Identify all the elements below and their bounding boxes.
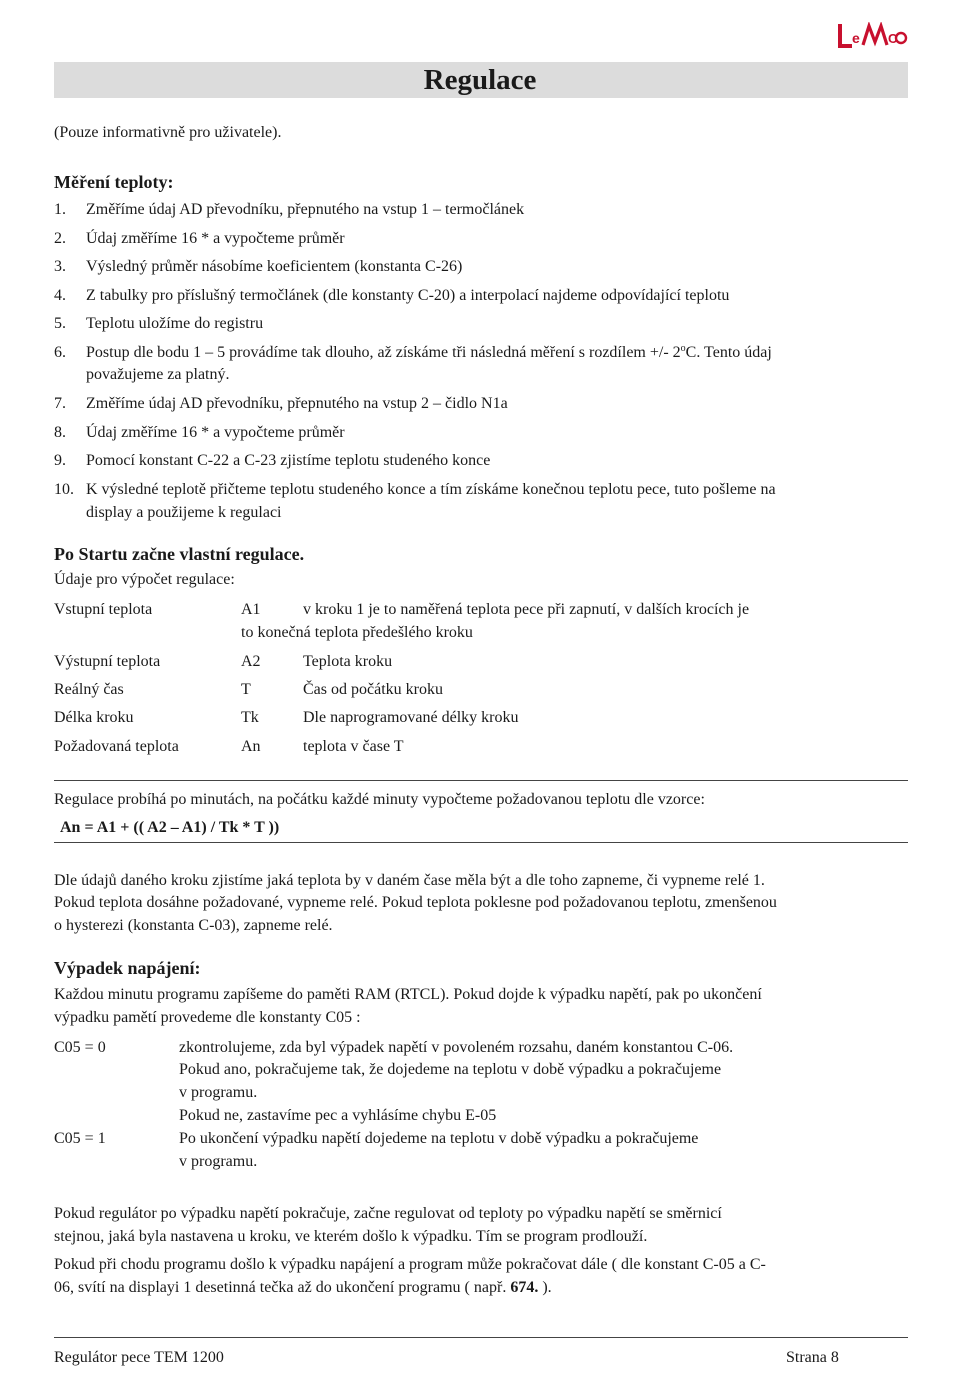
param-desc: teplota v čase T	[303, 738, 404, 755]
step-5: 5. Teplotu uložíme do registru	[54, 315, 264, 332]
power-para1-line: stejnou, jaká byla nastavena u kroku, ve kterém došlo k výpadku. Tím se program prodlouží.	[54, 1228, 648, 1245]
svg-text:C: C	[888, 31, 898, 46]
c05-1-line: Po ukončení výpadku napětí dojedeme na teplotu v době výpadku a pokračujeme	[179, 1130, 699, 1147]
formula: An = A1 + (( A2 – A1) / Tk * T ))	[60, 819, 280, 836]
param-desc: v kroku 1 je to naměřená teplota pece při zapnutí, v dalších krocích je	[303, 601, 750, 618]
param-name: Požadovaná teplota	[54, 738, 179, 755]
power-para2-line: 06, svítí na displayi 1 desetinná tečka až do ukončení programu ( např. 674. ).	[54, 1279, 552, 1296]
power-para1-line: Pokud regulátor po výpadku napětí pokračuje, začne regulovat od teploty po výpadku napětí se směrnicí	[54, 1205, 722, 1222]
step-7: 7. Změříme údaj AD převodníku, přepnutého na vstup 2 – čidlo N1a	[54, 395, 508, 412]
param-desc: Teplota kroku	[303, 653, 393, 670]
footer-divider	[54, 1337, 908, 1338]
c05-1-label: C05 = 1	[54, 1130, 106, 1147]
power-intro-line: výpadku pamětí provedeme dle konstanty C05 :	[54, 1009, 361, 1026]
param-desc: Čas od počátku kroku	[303, 681, 443, 698]
param-symbol: T	[241, 681, 251, 698]
c05-0-label: C05 = 0	[54, 1039, 106, 1056]
param-desc-cont: to konečná teplota předešlého kroku	[241, 624, 473, 641]
param-name: Výstupní teplota	[54, 653, 161, 670]
param-symbol: Tk	[241, 709, 259, 726]
svg-text:e: e	[852, 30, 860, 46]
param-name: Délka kroku	[54, 709, 134, 726]
step-10-cont: display a použijeme k regulaci	[86, 504, 282, 521]
step-9: 9. Pomocí konstant C-22 a C-23 zjistíme teplotu studeného konce	[54, 452, 491, 469]
c05-0-line: v programu.	[179, 1084, 258, 1101]
step-2: 2. Údaj změříme 16 * a vypočteme průměr	[54, 230, 345, 247]
step-1: 1. Změříme údaj AD převodníku, přepnutého na vstup 1 – termočlánek	[54, 201, 525, 218]
param-symbol: A1	[241, 601, 261, 618]
param-name: Vstupní teplota	[54, 601, 153, 618]
regulation-para-line: o hysterezi (konstanta C-03), zapneme relé.	[54, 917, 333, 934]
step-3: 3. Výsledný průměr násobíme koeficientem (konstanta C-26)	[54, 258, 463, 275]
c05-0-line: Pokud ano, pokračujeme tak, že dojedeme na teplotu v době výpadku a pokračujeme	[179, 1061, 722, 1078]
c05-1-line: v programu.	[179, 1153, 258, 1170]
page-title: Regulace	[423, 64, 537, 96]
formula-underline	[54, 842, 908, 843]
step-6-cont: považujeme za platný.	[86, 366, 230, 383]
step-10: 10. K výsledné teplotě přičteme teplotu studeného konce a tím získáme konečnou teplotu pece, tuto pošleme na	[54, 481, 776, 498]
c05-0-line: zkontrolujeme, zda byl výpadek napětí v povoleném rozsahu, daném konstantou C-06.	[179, 1039, 734, 1056]
regulation-subheading: Údaje pro výpočet regulace:	[54, 571, 235, 588]
regulation-heading: Po Startu začne vlastní regulace.	[54, 544, 305, 564]
page-number: Strana 8	[786, 1349, 839, 1366]
formula-intro: Regulace probíhá po minutách, na počátku každé minuty vypočteme požadovanou teplotu dle vzorce:	[54, 791, 705, 808]
param-symbol: A2	[241, 653, 261, 670]
footer-title: Regulátor pece TEM 1200	[54, 1349, 224, 1366]
power-intro-line: Každou minutu programu zapíšeme do paměti RAM (RTCL). Pokud dojde k výpadku napětí, pak po ukončení	[54, 986, 762, 1003]
regulation-para-line: Pokud teplota dosáhne požadované, vypneme relé. Pokud teplota poklesne pod požadovanou teplotu, zmenšenou	[54, 894, 777, 911]
power-para2-line: Pokud při chodu programu došlo k výpadku napájení a program může pokračovat dále ( dle konstant C-05 a C-	[54, 1256, 766, 1273]
measurement-heading: Měření teploty:	[54, 172, 174, 192]
step-6: 6. Postup dle bodu 1 – 5 provádíme tak dlouho, až získáme tři následná měření s rozdílem +/- 2$^o$C. Tento údaj	[54, 343, 772, 361]
company-logo	[838, 22, 908, 48]
c05-0-line: Pokud ne, zastavíme pec a vyhlásíme chybu E-05	[179, 1107, 497, 1124]
param-desc: Dle naprogramované délky kroku	[303, 709, 519, 726]
step-8: 8. Údaj změříme 16 * a vypočteme průměr	[54, 424, 345, 441]
intro-note: (Pouze informativně pro uživatele).	[54, 124, 282, 141]
power-heading: Výpadek napájení:	[54, 958, 201, 978]
param-name: Reálný čas	[54, 681, 124, 698]
step-4: 4. Z tabulky pro příslušný termočlánek (dle konstanty C-20) a interpolací najdeme odpovídající teplotu	[54, 287, 730, 304]
param-symbol: An	[241, 738, 261, 755]
divider	[54, 780, 908, 781]
regulation-para-line: Dle údajů daného kroku zjistíme jaká teplota by v daném čase měla být a dle toho zapneme, či vypneme relé 1.	[54, 872, 765, 889]
